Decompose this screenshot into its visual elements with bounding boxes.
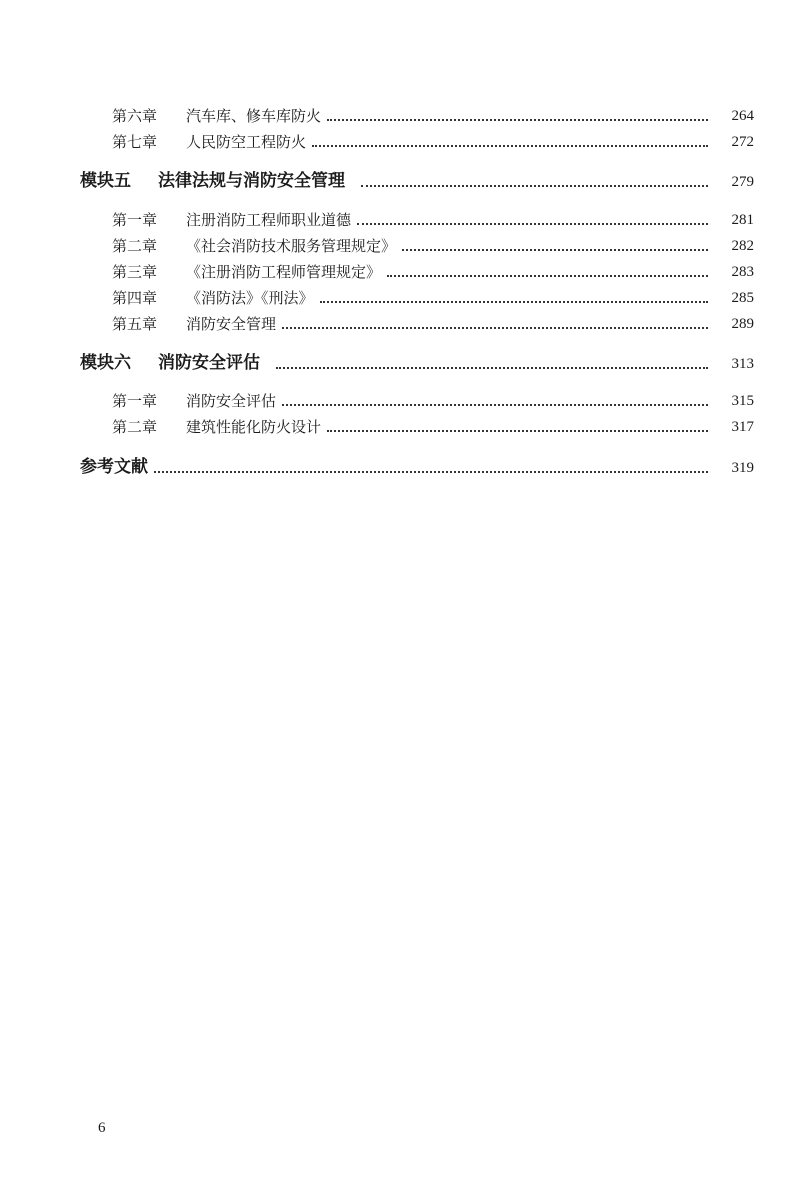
page-number: 272 [731,134,754,150]
toc-entry-chapter-1[interactable] [0,385,790,409]
chapter-title: 建筑性能化防火设计 [186,418,322,436]
page-number: 319 [731,460,754,476]
chapter-number: 第一章 [112,211,158,229]
references-title: 参考文献 [80,457,148,477]
chapter-number: 第二章 [112,418,158,436]
chapter-number: 第三章 [112,263,158,281]
page-number: 282 [731,238,754,254]
dot-leader [282,404,708,406]
chapter-number: 第五章 [112,315,158,333]
dot-leader [327,119,708,121]
dot-leader [357,223,708,225]
page-number: 315 [731,393,754,409]
chapter-title: 《消防法》《刑法》 [186,289,314,307]
chapter-number: 第四章 [112,289,158,307]
page-number: 313 [731,356,754,372]
chapter-number: 第一章 [112,392,158,410]
dot-leader [282,327,708,329]
dot-leader [327,430,708,432]
module-title: 消防安全评估 [158,353,260,373]
dot-leader [276,367,708,369]
toc-entry-module-5[interactable] [0,166,790,190]
toc-entry-chapter-2[interactable] [0,230,790,254]
chapter-number: 第六章 [112,107,158,125]
dot-leader [402,249,708,251]
toc-entry-chapter-5[interactable] [0,308,790,332]
dot-leader [312,145,708,147]
module-title: 法律法规与消防安全管理 [158,171,345,191]
chapter-number: 第七章 [112,133,158,151]
toc-entry-chapter-2[interactable] [0,411,790,435]
chapter-title: 《社会消防技术服务管理规定》 [186,237,397,255]
page-number: 289 [731,316,754,332]
toc-entry-chapter-7[interactable] [0,126,790,150]
dot-leader [154,471,708,473]
chapter-title: 注册消防工程师职业道德 [186,211,352,229]
chapter-title: 汽车库、修车库防火 [186,107,322,125]
page-number: 264 [731,108,754,124]
page-number: 285 [731,290,754,306]
toc-entry-chapter-1[interactable] [0,204,790,228]
chapter-title: 消防安全评估 [186,392,277,410]
toc-entry-chapter-3[interactable] [0,256,790,280]
page-number: 317 [731,419,754,435]
page-number: 279 [731,174,754,190]
dot-leader [387,275,708,277]
page-number: 283 [731,264,754,280]
toc-entry-chapter-6[interactable] [0,100,790,124]
chapter-title: 《注册消防工程师管理规定》 [186,263,382,281]
folio-page-number: 6 [98,1120,106,1136]
dot-leader [361,185,708,187]
dot-leader [320,301,708,303]
module-number: 模块六 [80,353,131,373]
toc-entry-module-6[interactable] [0,348,790,372]
page-number: 281 [731,212,754,228]
chapter-title: 人民防空工程防火 [186,133,307,151]
chapter-number: 第二章 [112,237,158,255]
chapter-title: 消防安全管理 [186,315,277,333]
toc-entry-references[interactable] [0,452,790,476]
toc-entry-chapter-4[interactable] [0,282,790,306]
module-number: 模块五 [80,171,131,191]
